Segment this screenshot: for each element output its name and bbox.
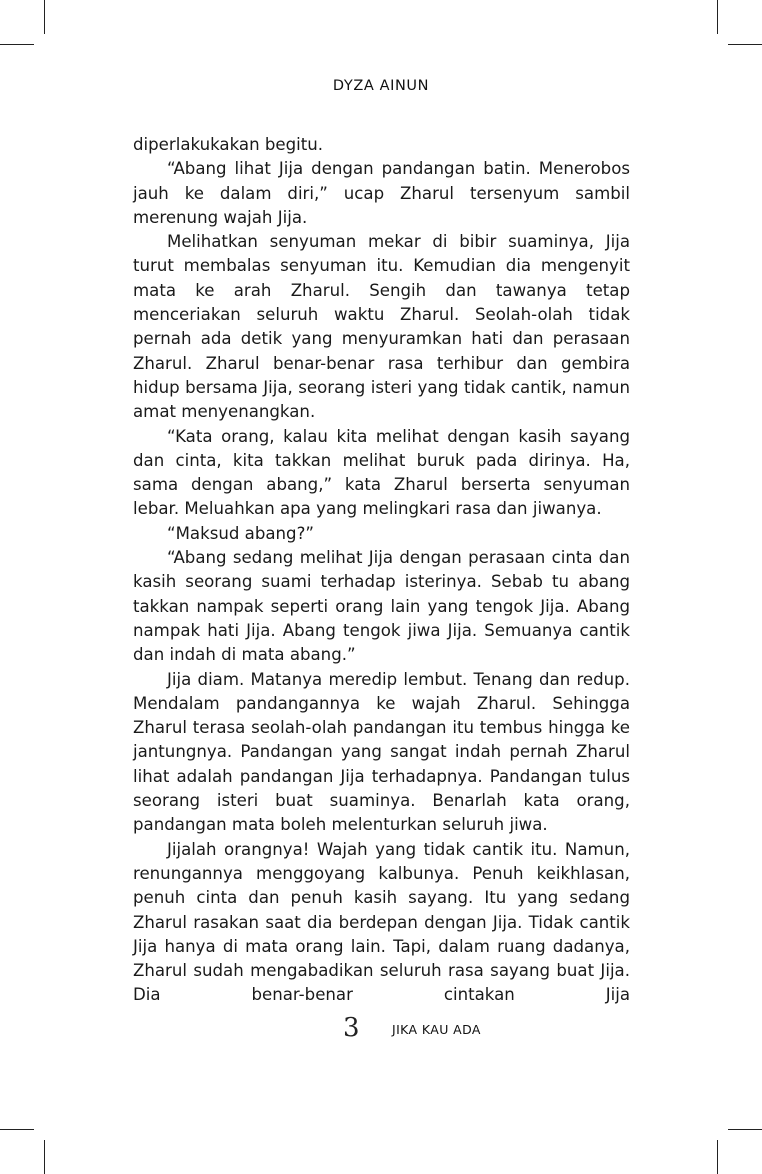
crop-mark — [44, 0, 45, 34]
paragraph: Jijalah orangnya! Wajah yang tidak cantik itu. Namun, renungannya menggoyang kalbunya. Penuh keikhlasan, penuh cinta dan penuh kasih sayang. Itu yang sedang Zharul rasakan saat dia berdepan dengan Jija. Tidak cantik Jija hanya di mata orang lain. Tapi, dalam ruang dadanya, Zharul sudah mengabadikan seluruh rasa sayang buat Jija. Dia benar-benar cintakan Jija — [133, 839, 630, 1005]
crop-mark — [44, 1140, 45, 1174]
crop-mark — [728, 1129, 762, 1130]
paragraph: Melihatkan senyuman mekar di bibir suaminya, Jija turut membalas senyuman itu. Kemudian dia mengenyit mata ke arah Zharul. Sengih dan tawanya tetap menceriakan seluruh waktu Zharul. Seolah-olah tidak pernah ada detik yang menyuramkan hati dan perasaan Zharul. Zharul benar-benar rasa terhibur dan gembira hidup bersama Jija, seorang isteri yang tidak cantik, namun amat menyenangkan. — [133, 232, 630, 422]
paragraph: “Kata orang, kalau kita melihat dengan kasih sayang dan cinta, kita takkan melihat buruk pada dirinya. Ha, sama dengan abang,” kata Zharul berserta senyuman lebar. Meluahkan apa yang melingkari rasa dan jiwanya. — [133, 426, 630, 519]
paragraph: “Abang lihat Jija dengan pandangan batin. Menerobos jauh ke dalam diri,” ucap Zharul tersenyum sambil merenung wajah Jija. — [133, 159, 630, 227]
page-number: 3 — [343, 1013, 360, 1043]
crop-mark — [717, 1140, 718, 1174]
running-footer-title: JIKA KAU ADA — [392, 1022, 481, 1037]
paragraph: “Abang sedang melihat Jija dengan perasaan cinta dan kasih seorang suami terhadap isterinya. Sebab tu abang takkan nampak seperti orang lain yang tengok Jija. Abang nampak hati Jija. Abang tengok jiwa Jija. Semuanya cantik dan indah di mata abang.” — [133, 548, 630, 665]
paragraph: Jija diam. Matanya meredip lembut. Tenang dan redup. Mendalam pandangannya ke wajah Zharul. Sehingga Zharul terasa seolah-olah pandangan itu tembus hingga ke jantungnya. Pandangan yang sangat indah pernah Zharul lihat adalah pandangan Jija terhadapnya. Pandangan tulus seorang isteri buat suaminya. Benarlah kata orang, pandangan mata boleh melenturkan seluruh jiwa. — [133, 669, 630, 835]
paragraph: diperlakukakan begitu. — [133, 135, 324, 154]
paragraph: “Maksud abang?” — [167, 523, 314, 543]
crop-mark — [0, 44, 34, 45]
crop-mark — [728, 44, 762, 45]
crop-mark — [0, 1129, 34, 1130]
body-text — [133, 133, 630, 1008]
page-footer — [0, 1014, 762, 1044]
crop-mark — [717, 0, 718, 34]
running-header-author: DYZA AINUN — [332, 78, 430, 94]
